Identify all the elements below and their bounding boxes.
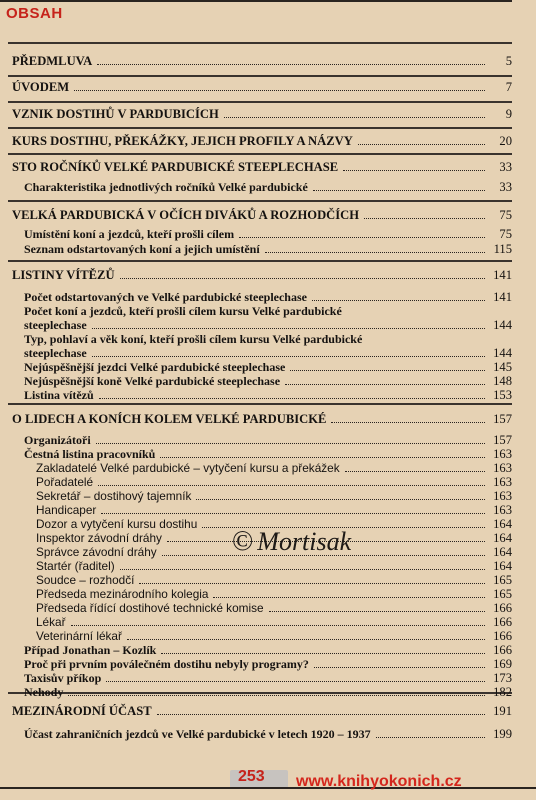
toc-subsection[interactable]: [24, 447, 512, 461]
leader-dots: [376, 737, 485, 738]
toc-item[interactable]: [36, 629, 512, 643]
toc-subsection[interactable]: [24, 433, 512, 447]
leader-dots: [343, 170, 485, 171]
page-ref: 5: [505, 54, 512, 68]
toc-item[interactable]: [36, 587, 512, 601]
subsection-title: Organizátoři: [24, 433, 91, 447]
toc-subsection[interactable]: [24, 318, 512, 332]
leader-dots: [269, 611, 485, 612]
leader-dots: [98, 485, 485, 486]
leader-dots: [224, 117, 485, 118]
section-title: STO ROČNÍKŮ VELKÉ PARDUBICKÉ STEEPLECHASE: [12, 160, 339, 174]
top-border: [0, 0, 512, 2]
leader-dots: [313, 190, 485, 191]
subsection-title: Nejúspěšnější jezdci Velké pardubické steeplechase: [24, 360, 286, 374]
page-ref: 148: [493, 374, 512, 388]
toc-section[interactable]: [12, 80, 512, 94]
leader-dots: [120, 569, 485, 570]
page-ref: 166: [493, 629, 512, 643]
item-title: Startér (řaditel): [36, 559, 115, 573]
subsection-title: Seznam odstartovaných koní a jejich umístění: [24, 242, 260, 256]
page-ref: 173: [493, 671, 512, 685]
leader-dots: [92, 356, 485, 357]
section-divider: [8, 75, 512, 77]
toc-item[interactable]: [36, 573, 512, 587]
leader-dots: [196, 499, 485, 500]
page-ref: 163: [493, 503, 512, 517]
leader-dots: [160, 457, 485, 458]
leader-dots: [161, 653, 485, 654]
item-title: Veterinární lékař: [36, 629, 122, 643]
toc-section[interactable]: [12, 134, 512, 148]
toc-section[interactable]: [12, 704, 512, 718]
leader-dots: [285, 384, 485, 385]
toc-section[interactable]: [12, 54, 512, 68]
section-title: KURS DOSTIHU, PŘEKÁŽKY, JEJICH PROFILY A NÁZVY: [12, 134, 353, 148]
page-ref: 141: [493, 268, 512, 282]
page-ref: 164: [493, 545, 512, 559]
page-number: 253: [238, 768, 265, 785]
leader-dots: [101, 513, 485, 514]
item-title: Sekretář – dostihový tajemník: [36, 489, 192, 503]
leader-dots: [68, 695, 485, 696]
subsection-title-cont: steeplechase: [24, 318, 87, 332]
subsection-title: Proč při prvním poválečném dostihu nebyly programy?: [24, 657, 309, 671]
leader-dots: [358, 144, 485, 145]
page-ref: 191: [493, 704, 512, 718]
page-ref: 182: [493, 685, 512, 699]
copyright-icon: ©: [232, 526, 254, 557]
page-ref: 153: [493, 388, 512, 402]
leader-dots: [92, 328, 485, 329]
toc-subsection[interactable]: [24, 360, 512, 374]
toc-item[interactable]: [36, 615, 512, 629]
toc-item[interactable]: [36, 489, 512, 503]
page-ref: 144: [493, 346, 512, 360]
page-ref: 75: [499, 208, 512, 222]
section-title: VZNIK DOSTIHŮ V PARDUBICÍCH: [12, 107, 219, 121]
item-title: Pořadatelé: [36, 475, 94, 489]
watermark-text: Mortisak: [257, 527, 352, 556]
leader-dots: [106, 681, 485, 682]
leader-dots: [312, 300, 485, 301]
item-title: Inspektor závodní dráhy: [36, 531, 162, 545]
toc-item[interactable]: [36, 503, 512, 517]
leader-dots: [139, 583, 485, 584]
subsection-title: Charakteristika jednotlivých ročníků Velké pardubické: [24, 180, 308, 194]
toc-subsection[interactable]: [24, 242, 512, 256]
page-ref: 166: [493, 615, 512, 629]
page-ref: 115: [493, 242, 512, 256]
page-ref: 75: [499, 227, 512, 241]
page-ref: 157: [493, 412, 512, 426]
page-ref: 165: [493, 573, 512, 587]
toc-item[interactable]: [36, 559, 512, 573]
page-ref: 199: [493, 727, 512, 741]
toc-subsection[interactable]: [24, 727, 512, 741]
leader-dots: [97, 64, 485, 65]
toc-section[interactable]: [12, 412, 512, 426]
section-divider: [8, 200, 512, 202]
toc-subsection[interactable]: [24, 374, 512, 388]
toc-subsection[interactable]: [24, 657, 512, 671]
section-title: LISTINY VÍTĚZŮ: [12, 268, 115, 282]
subsection-title: Listina vítězů: [24, 388, 94, 402]
page-ref: 33: [499, 180, 512, 194]
page-ref: 33: [499, 160, 512, 174]
section-title: ÚVODEM: [12, 80, 70, 94]
toc-subsection[interactable]: [24, 180, 512, 194]
item-title: Handicaper: [36, 503, 97, 517]
toc-subsection[interactable]: [24, 671, 512, 685]
page-ref: 7: [505, 80, 512, 94]
page-ref: 164: [493, 531, 512, 545]
leader-dots: [314, 667, 485, 668]
copyright-watermark: [232, 526, 351, 558]
page-ref: 145: [493, 360, 512, 374]
page-ref: 9: [505, 107, 512, 121]
leader-dots: [331, 422, 485, 423]
leader-dots: [265, 252, 485, 253]
leader-dots: [71, 625, 485, 626]
subsection-title: Čestná listina pracovníků: [24, 447, 156, 461]
page-ref: 20: [499, 134, 512, 148]
item-title: Lékař: [36, 615, 66, 629]
page-ref: 163: [493, 461, 512, 475]
leader-dots: [290, 370, 485, 371]
page-ref: 163: [493, 489, 512, 503]
item-title: Soudce – rozhodčí: [36, 573, 135, 587]
page-heading: OBSAH: [6, 5, 63, 22]
subsection-title-cont: steeplechase: [24, 346, 87, 360]
subsection-title: Taxisův příkop: [24, 671, 102, 685]
page-ref: 157: [493, 433, 512, 447]
page-ref: 144: [493, 318, 512, 332]
leader-dots: [127, 639, 485, 640]
section-title: MEZINÁRODNÍ ÚČAST: [12, 704, 152, 718]
leader-dots: [213, 597, 485, 598]
toc-subsection[interactable]: [24, 227, 512, 241]
section-divider: [8, 260, 512, 262]
toc-subsection[interactable]: [24, 643, 512, 657]
section-title: O LIDECH A KONÍCH KOLEM VELKÉ PARDUBICKÉ: [12, 412, 327, 426]
section-divider: [8, 101, 512, 103]
toc-subsection[interactable]: [24, 290, 512, 304]
toc-section[interactable]: [12, 107, 512, 121]
page-ref: 166: [493, 643, 512, 657]
page-ref: 164: [493, 517, 512, 531]
leader-dots: [157, 714, 485, 715]
page-ref: 141: [493, 290, 512, 304]
subsection-title: Účast zahraničních jezdců ve Velké pardubické v letech 1920 – 1937: [24, 727, 371, 741]
leader-dots: [239, 237, 485, 238]
page-ref: 166: [493, 601, 512, 615]
section-title: PŘEDMLUVA: [12, 54, 93, 68]
leader-dots: [96, 443, 485, 444]
section-title: VELKÁ PARDUBICKÁ V OČÍCH DIVÁKŮ A ROZHODČÍCH: [12, 208, 360, 222]
toc-subsection[interactable]: [24, 346, 512, 360]
website-link[interactable]: www.knihyokonich.cz: [296, 773, 462, 790]
subsection-title: Počet koní a jezdců, kteří prošli cílem kursu Velké pardubické: [24, 304, 342, 318]
leader-dots: [74, 90, 485, 91]
section-divider: [8, 403, 512, 405]
item-title: Předseda řídící dostihové technické komise: [36, 601, 264, 615]
section-divider: [8, 42, 512, 44]
page-ref: 164: [493, 559, 512, 573]
subsection-title: Umístění koní a jezdců, kteří prošli cílem: [24, 227, 235, 241]
subsection-title: Nejúspěšnější koně Velké pardubické steeplechase: [24, 374, 281, 388]
item-title: Správce závodní dráhy: [36, 545, 157, 559]
toc-item[interactable]: [36, 601, 512, 615]
page-ref: 169: [493, 657, 512, 671]
item-title: Předseda mezinárodního kolegia: [36, 587, 209, 601]
toc-item[interactable]: [36, 461, 512, 475]
page-ref: 165: [493, 587, 512, 601]
toc-item[interactable]: [36, 475, 512, 489]
subsection-title: Počet odstartovaných ve Velké pardubické steeplechase: [24, 290, 307, 304]
leader-dots: [99, 398, 485, 399]
subsection-title: Typ, pohlaví a věk koní, kteří prošli cílem kursu Velké pardubické: [24, 332, 363, 346]
leader-dots: [120, 278, 485, 279]
subsection-title: Případ Jonathan – Kozlík: [24, 643, 157, 657]
leader-dots: [364, 218, 485, 219]
toc-section[interactable]: [12, 208, 512, 222]
toc-section[interactable]: [12, 160, 512, 174]
page-ref: 163: [493, 475, 512, 489]
item-title: Dozor a vytyčení kursu dostihu: [36, 517, 198, 531]
toc-subsection[interactable]: [24, 388, 512, 402]
leader-dots: [345, 471, 485, 472]
subsection-title: Nehody: [24, 685, 64, 699]
page-ref: 163: [493, 447, 512, 461]
toc-subsection[interactable]: [24, 685, 512, 699]
item-title: Zakladatelé Velké pardubické – vytyčení kursu a překážek: [36, 461, 340, 475]
section-divider: [8, 153, 512, 155]
section-divider: [8, 127, 512, 129]
toc-section[interactable]: [12, 268, 512, 282]
